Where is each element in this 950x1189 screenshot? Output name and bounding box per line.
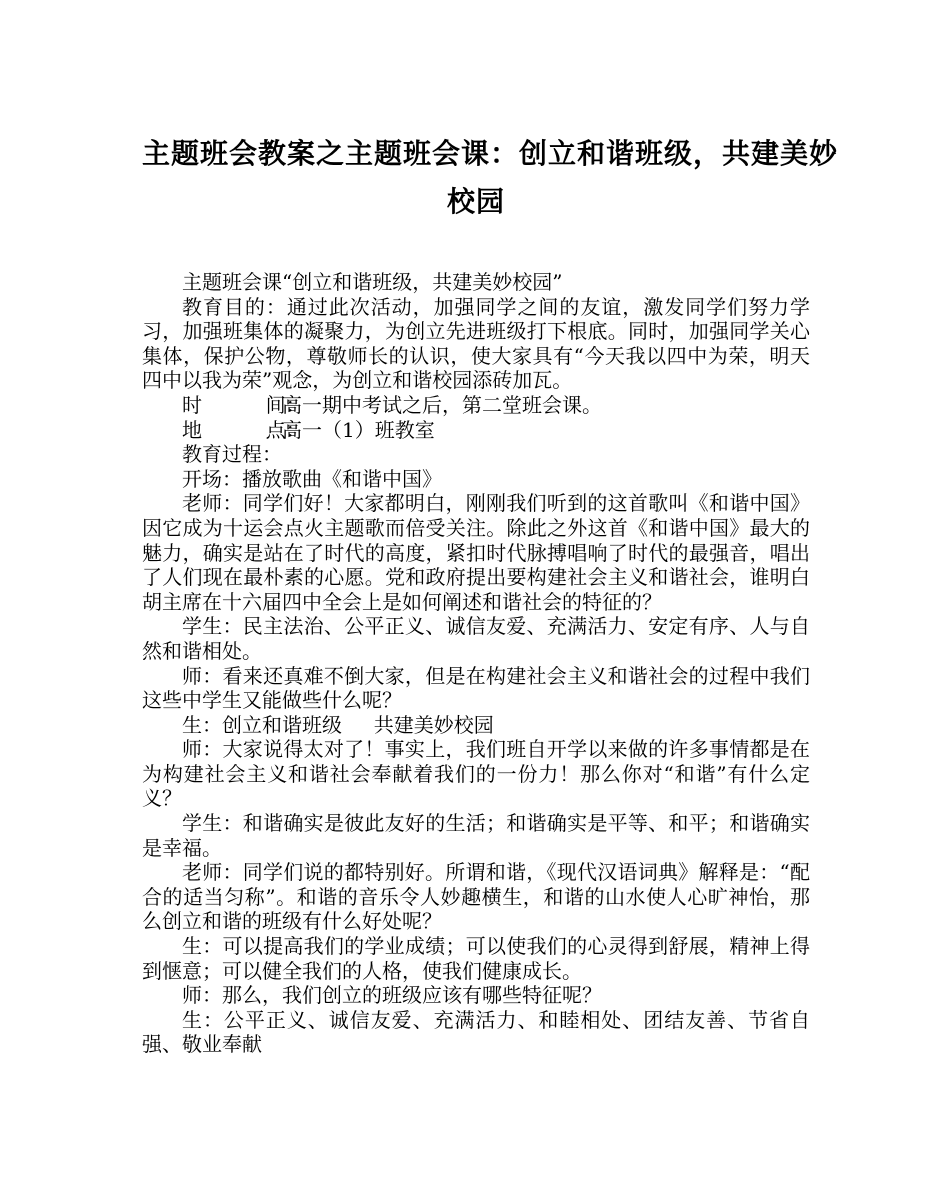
paragraph-student-2: 生：创立和谐班级 共建美妙校园 (182, 712, 494, 737)
document-title (142, 130, 839, 226)
paragraph-student-5: 生：公平正义、诚信友爱、充满活力、和睦相处、团结友善、节省自强、敬业奉献 (142, 1007, 810, 1057)
paragraph-student-1: 学生：民主法治、公平正义、诚信友爱、充满活力、安定有序、人与自然和谐相处。 (142, 614, 810, 663)
paragraph-teacher-4: 老师：同学们说的都特别好。所谓和谐，《现代汉语词典》解释是：“配合的适当匀称”。和谐的音乐令人妙趣横生，和谐的山水使人心旷神怡，那么创立和谐的班级有什么好处呢？ (142, 860, 810, 934)
time-line (142, 393, 810, 418)
paragraph-topic: 主题班会课“创立和谐班级，共建美妙校园” (182, 270, 563, 294)
place-line (142, 418, 810, 443)
title-line-2: 校园 (446, 185, 505, 218)
document-body (142, 270, 810, 1057)
paragraph-teacher-1: 老师：同学们好！大家都明白，刚刚我们听到的这首歌叫《和谐中国》因它成为十运会点火主题歌而倍受关注。除此之外这首《和谐中国》最大的魅力，确实是站在了时代的高度，紧扣时代脉搏唱响了时代的最强音，唱出了人们现在最朴素的心愿。党和政府提出要构建社会主义和谐社会，谁明白胡主席在十六届四中全会上是如何阐述和谐社会的特征的？ (142, 491, 810, 614)
paragraph-student-3: 学生：和谐确实是彼此友好的生活；和谐确实是平等、和平；和谐确实是幸福。 (142, 811, 810, 860)
paragraph-teacher-3: 师：大家说得太对了！事实上，我们班自开学以来做的许多事情都是在为构建社会主义和谐社会奉献着我们的一份力！那么你对“和谐”有什么定义？ (142, 737, 810, 811)
place-label: 地 点： (182, 417, 306, 442)
paragraph-process-heading: 教育过程： (182, 442, 282, 467)
paragraph-opening: 开场：播放歌曲《和谐中国》 (182, 466, 442, 491)
title-line-1: 主题班会教案之主题班会课：创立和谐班级，共建美妙 (142, 137, 839, 170)
time-label: 时 间： (182, 392, 306, 417)
place-value: 高一（1）班教室 (282, 417, 435, 442)
paragraph-teacher-2: 师：看来还真难不倒大家，但是在构建社会主义和谐社会的过程中我们这些中学生又能做些什么呢？ (142, 663, 810, 713)
paragraph-objective: 教育目的：通过此次活动，加强同学之间的友谊，激发同学们努力学习，加强班集体的凝聚力，为创立先进班级打下根底。同时，加强同学关心集体，保护公物，尊敬师长的认识，使大家具有“今天我以四中为荣，明天四中以我为荣”观念，为创立和谐校园添砖加瓦。 (142, 294, 810, 393)
paragraph-student-4: 生：可以提高我们的学业成绩；可以使我们的心灵得到舒展，精神上得到惬意；可以健全我们的人格，使我们健康成长。 (142, 934, 810, 983)
paragraph-teacher-5: 师：那么，我们创立的班级应该有哪些特征呢？ (182, 983, 602, 1008)
time-value: 高一期中考试之后，第二堂班会课。 (282, 392, 602, 417)
